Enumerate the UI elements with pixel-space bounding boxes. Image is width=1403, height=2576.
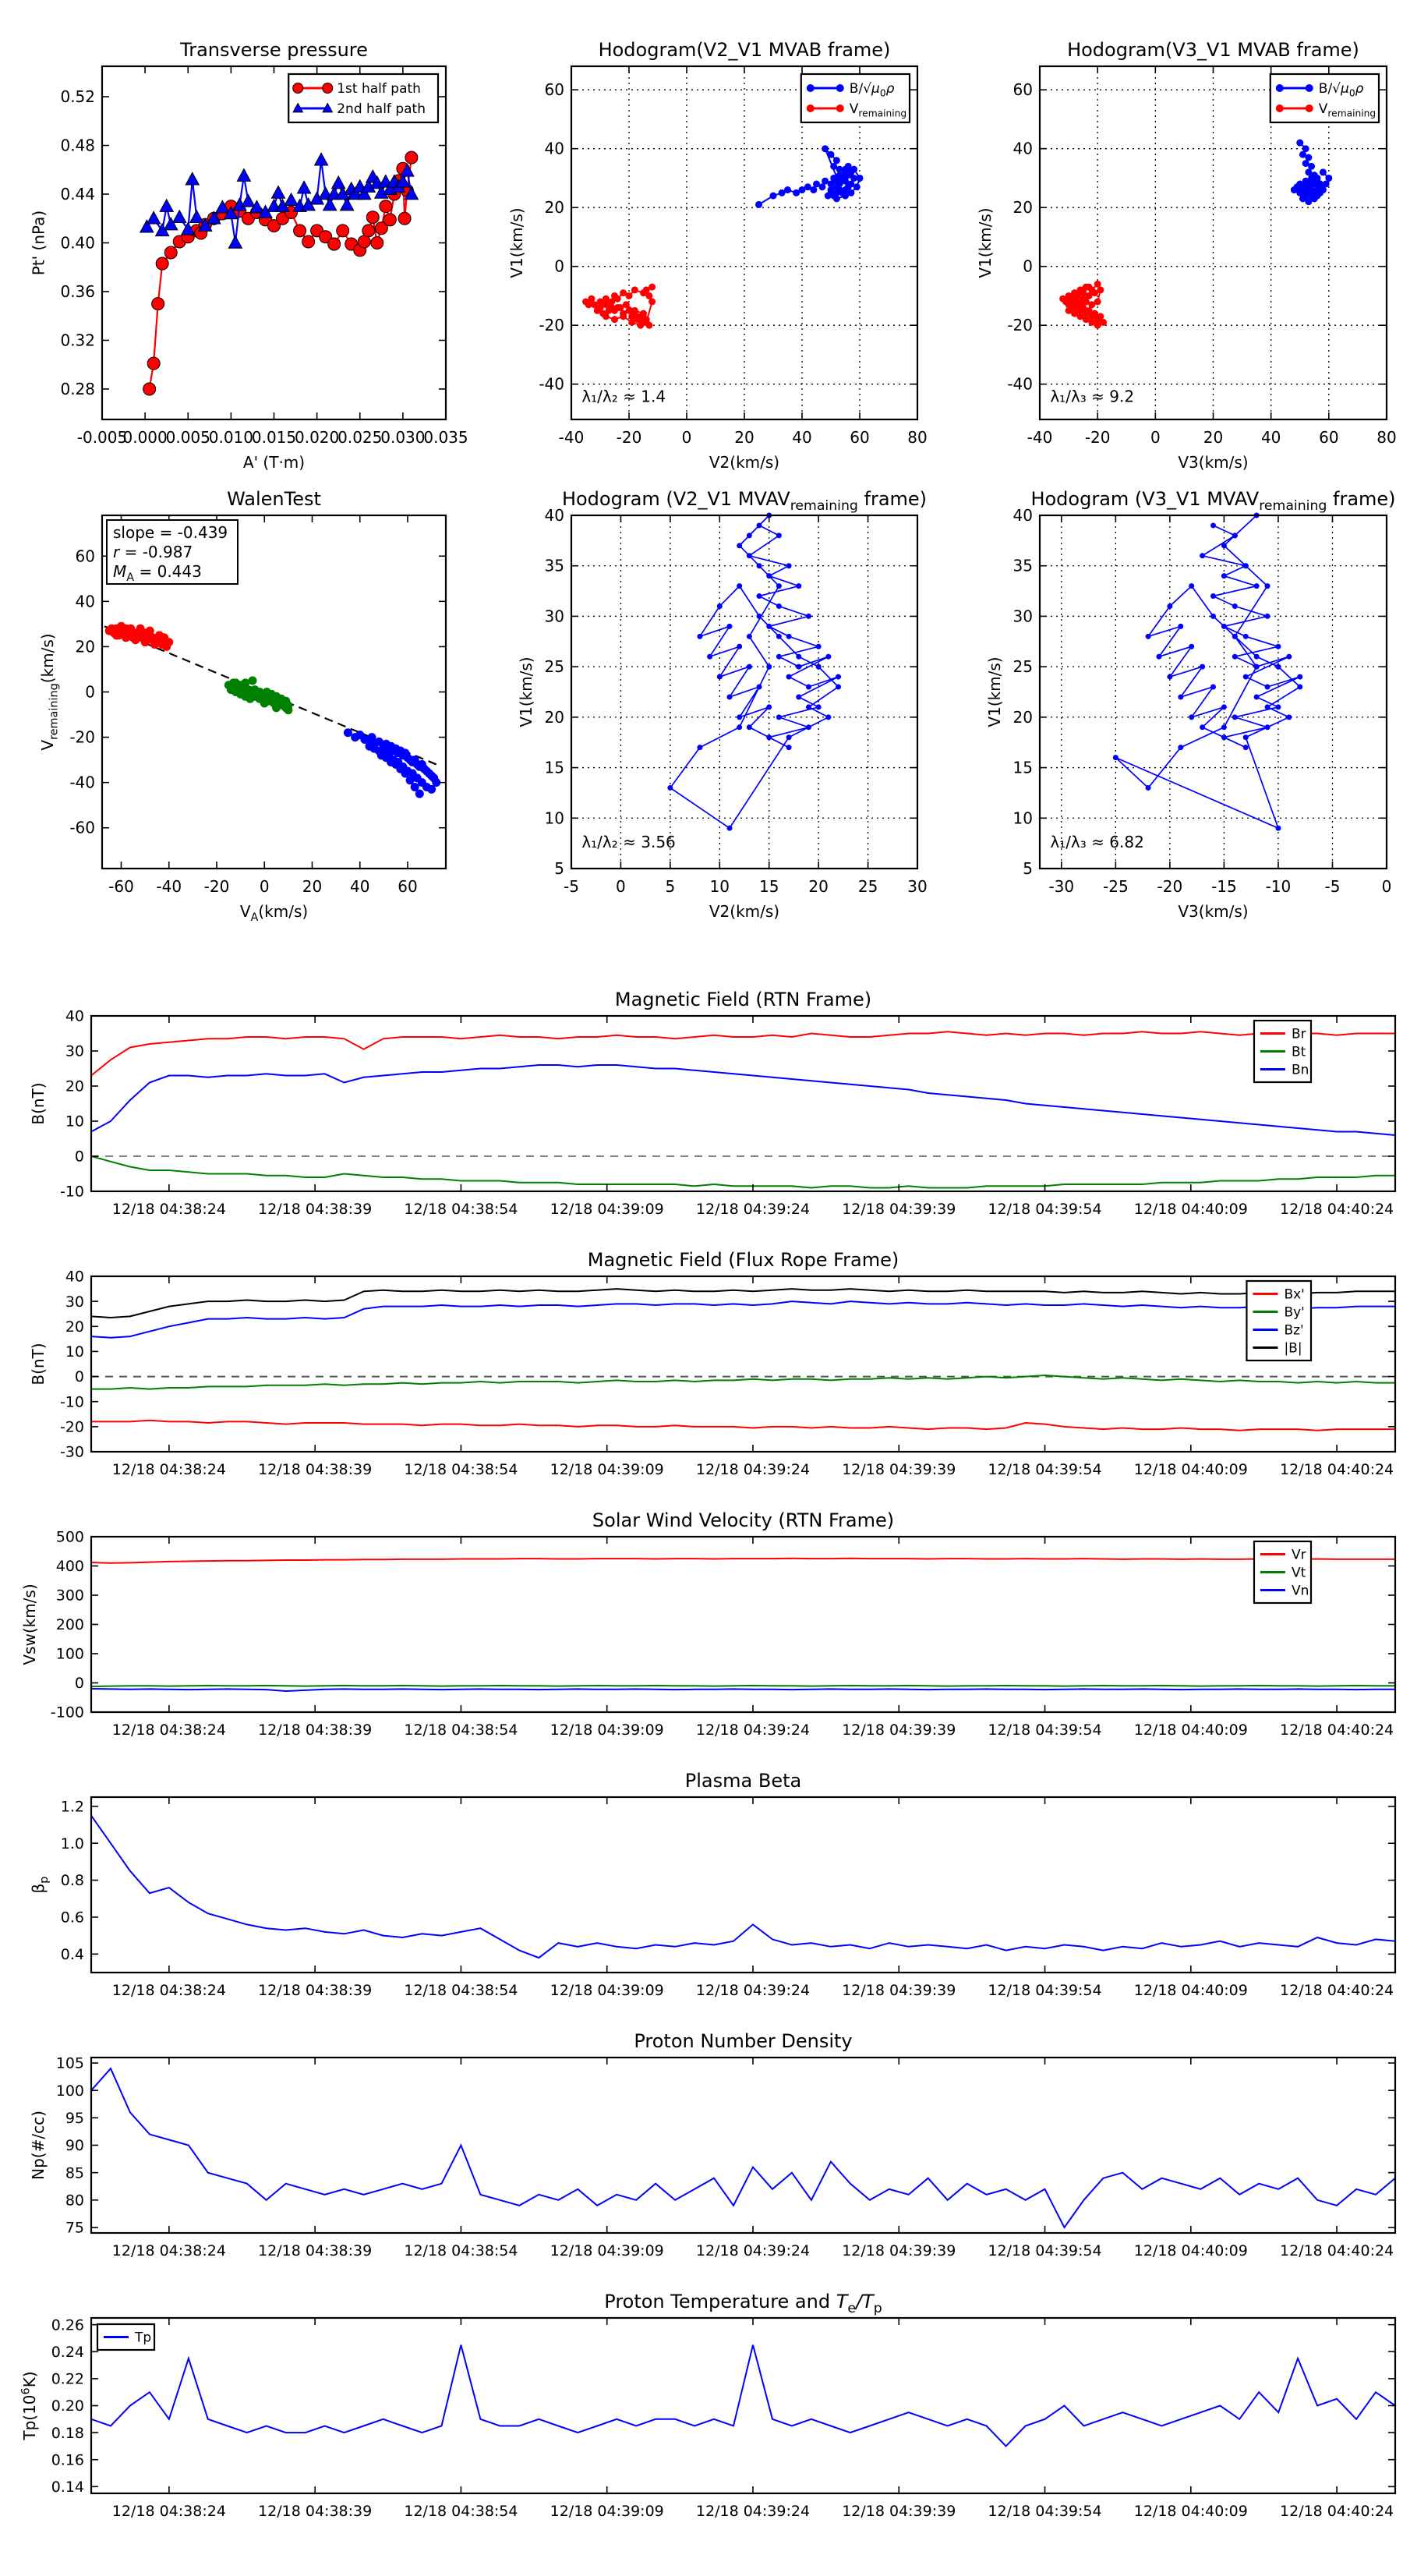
chart-title: Hodogram(V2_V1 MVAB frame) xyxy=(598,39,891,61)
y-axis-label: $\beta_p$ xyxy=(28,1876,51,1894)
stats-box-line: r = -0.987 xyxy=(113,543,193,561)
y-tick-label: -40 xyxy=(1007,374,1033,394)
x-tick-label: 12/18 04:38:39 xyxy=(258,1721,373,1739)
x-tick-label: -5 xyxy=(1324,877,1341,896)
x-axis-label: V3(km/s) xyxy=(1178,902,1249,921)
chart-np xyxy=(29,2030,1395,2259)
legend-label: |B| xyxy=(1284,1340,1302,1357)
y-tick-label: -60 xyxy=(69,818,95,837)
y-tick-label: -20 xyxy=(539,316,564,335)
y-tick-label: 20 xyxy=(75,637,95,656)
x-tick-label: 0.005 xyxy=(165,428,210,447)
y-tick-label: -20 xyxy=(69,727,95,747)
chart-tp xyxy=(19,2291,1395,2520)
x-tick-label: -20 xyxy=(616,428,642,447)
plot-area xyxy=(1040,515,1387,869)
legend-label: Tp xyxy=(135,2330,152,2346)
lambda-ratio-annotation: λ₁/λ₂ ≈ 1.4 xyxy=(581,387,666,406)
y-tick-label: 0.18 xyxy=(51,2424,84,2442)
x-tick-label: -0.005 xyxy=(76,428,128,447)
lambda-ratio-annotation: λ₁/λ₃ ≈ 6.82 xyxy=(1050,832,1144,851)
y-tick-label: -30 xyxy=(59,1443,84,1461)
y-axis-label: V1(km/s) xyxy=(507,207,527,278)
y-tick-label: 30 xyxy=(65,1042,84,1060)
y-axis-label: B(nT) xyxy=(28,1343,48,1385)
x-tick-label: 0.020 xyxy=(294,428,340,447)
stats-box-line: $M_A = 0.443$ xyxy=(113,562,202,585)
x-tick-label: 12/18 04:40:09 xyxy=(1133,2503,1248,2520)
y-tick-label: -20 xyxy=(59,1418,84,1436)
y-tick-label: 0 xyxy=(85,682,95,702)
x-tick-label: 12/18 04:38:54 xyxy=(404,1982,518,1999)
x-tick-label: 12/18 04:39:09 xyxy=(550,2503,664,2520)
y-tick-label: 40 xyxy=(544,506,564,525)
y-tick-label: 1.0 xyxy=(60,1835,84,1852)
x-tick-label: 12/18 04:39:39 xyxy=(842,1982,956,1999)
y-tick-label: 95 xyxy=(65,2109,84,2127)
y-tick-label: 0.4 xyxy=(60,1945,84,1963)
y-axis-label: V1(km/s) xyxy=(516,656,535,727)
x-tick-label: 12/18 04:40:24 xyxy=(1280,1461,1394,1478)
x-tick-label: 12/18 04:38:54 xyxy=(404,1461,518,1478)
y-axis-label: V1(km/s) xyxy=(984,656,1004,727)
x-tick-label: 12/18 04:39:39 xyxy=(842,2242,956,2259)
x-tick-label: 12/18 04:39:39 xyxy=(842,1721,956,1739)
y-tick-label: 200 xyxy=(55,1616,84,1634)
y-tick-label: 0.36 xyxy=(60,281,95,301)
y-tick-label: 5 xyxy=(1023,859,1033,878)
stats-box-line: slope = -0.439 xyxy=(113,523,228,542)
x-tick-label: 12/18 04:39:54 xyxy=(988,1982,1102,1999)
y-tick-label: 0.14 xyxy=(51,2478,84,2496)
x-tick-label: 12/18 04:39:24 xyxy=(695,1461,811,1478)
y-tick-label: 30 xyxy=(1012,607,1033,626)
x-tick-label: 12/18 04:38:54 xyxy=(404,2242,518,2259)
y-tick-label: 90 xyxy=(65,2137,84,2155)
legend-label: $B/√\mu_0\rho$ xyxy=(849,80,895,99)
y-axis-label: Vsw(km/s) xyxy=(19,1583,39,1665)
x-tick-label: -20 xyxy=(1084,428,1111,447)
legend xyxy=(97,2324,154,2350)
y-tick-label: -10 xyxy=(59,1393,84,1411)
x-tick-label: 12/18 04:39:24 xyxy=(695,2503,811,2520)
y-axis-label: B(nT) xyxy=(28,1082,48,1125)
y-tick-label: 0.20 xyxy=(51,2397,84,2415)
x-tick-label: 0 xyxy=(616,877,626,896)
y-tick-label: 10 xyxy=(65,1113,84,1131)
legend xyxy=(288,74,438,122)
y-tick-label: 20 xyxy=(65,1077,84,1095)
x-axis-label: V2(km/s) xyxy=(709,902,780,921)
y-tick-label: -100 xyxy=(50,1704,84,1721)
x-axis-label: $V_A(km/s)$ xyxy=(239,902,309,925)
legend-label: 2nd half path xyxy=(337,101,426,117)
y-tick-label: 0.52 xyxy=(60,87,95,107)
chart-title: Plasma Beta xyxy=(684,1770,802,1792)
x-tick-label: 12/18 04:39:09 xyxy=(550,1721,664,1739)
y-tick-label: 15 xyxy=(1012,758,1033,777)
y-tick-label: 0.24 xyxy=(51,2343,84,2361)
y-tick-label: 40 xyxy=(65,1007,84,1025)
x-tick-label: 0 xyxy=(1150,428,1161,447)
x-tick-label: 12/18 04:38:24 xyxy=(111,1201,226,1218)
lambda-ratio-annotation: λ₁/λ₂ ≈ 3.56 xyxy=(581,832,676,851)
x-tick-label: 80 xyxy=(907,428,928,447)
chart-title: Solar Wind Velocity (RTN Frame) xyxy=(592,1509,895,1531)
y-tick-label: 10 xyxy=(1012,809,1033,828)
x-tick-label: 12/18 04:38:39 xyxy=(258,1982,373,1999)
y-tick-label: 0.32 xyxy=(60,331,95,350)
y-tick-label: 60 xyxy=(544,80,564,100)
y-tick-label: 0.26 xyxy=(51,2316,84,2334)
x-tick-label: 12/18 04:38:39 xyxy=(258,1461,373,1478)
legend-label: Bt xyxy=(1291,1044,1306,1060)
y-tick-label: 35 xyxy=(1012,556,1033,575)
legend-label: $V_{remaining}$ xyxy=(1318,101,1376,119)
y-tick-label: 0.48 xyxy=(60,136,95,155)
legend xyxy=(1246,1281,1311,1361)
x-tick-label: 0 xyxy=(1381,877,1392,896)
legend-label: $B/√\mu_0\rho$ xyxy=(1318,80,1364,99)
x-tick-label: 12/18 04:38:39 xyxy=(258,2242,373,2259)
legend-label: 1st half path xyxy=(337,80,421,97)
x-tick-label: 12/18 04:39:54 xyxy=(988,2242,1102,2259)
x-tick-label: -30 xyxy=(1048,877,1075,896)
x-tick-label: 12/18 04:40:09 xyxy=(1133,1201,1248,1218)
x-tick-label: 12/18 04:38:39 xyxy=(258,1201,373,1218)
y-tick-label: 5 xyxy=(554,859,564,878)
y-tick-label: 25 xyxy=(1012,657,1033,677)
y-tick-label: 0 xyxy=(74,1368,84,1386)
x-tick-label: 0.015 xyxy=(251,428,297,447)
legend-label: Bz' xyxy=(1284,1322,1304,1339)
y-tick-label: 10 xyxy=(544,809,564,828)
x-tick-label: 12/18 04:39:24 xyxy=(695,1721,811,1739)
y-tick-label: 400 xyxy=(55,1558,84,1576)
y-tick-label: 25 xyxy=(544,657,564,677)
chart-title: Proton Temperature and $T_e/T_p$ xyxy=(604,2291,882,2317)
plot-area xyxy=(91,2058,1395,2233)
y-tick-label: 100 xyxy=(55,1645,84,1663)
x-tick-label: 12/18 04:39:09 xyxy=(550,2242,664,2259)
legend-label: Bx' xyxy=(1284,1286,1305,1303)
x-tick-label: 0.010 xyxy=(208,428,254,447)
x-tick-label: -40 xyxy=(1027,428,1053,447)
x-tick-label: 40 xyxy=(1260,428,1281,447)
x-tick-label: 12/18 04:39:24 xyxy=(695,1201,811,1218)
x-tick-label: 12/18 04:38:39 xyxy=(258,2503,373,2520)
y-tick-label: 0 xyxy=(74,1675,84,1693)
chart-title: Magnetic Field (RTN Frame) xyxy=(614,989,872,1010)
y-tick-label: 40 xyxy=(544,139,564,158)
x-tick-label: 12/18 04:38:24 xyxy=(111,1461,226,1478)
y-tick-label: 0 xyxy=(74,1148,84,1166)
legend xyxy=(1254,1541,1311,1603)
y-tick-label: 0.6 xyxy=(60,1909,84,1927)
chart-mag-rtn xyxy=(29,989,1395,1218)
x-tick-label: -5 xyxy=(564,877,579,896)
legend-label: Vr xyxy=(1291,1547,1306,1563)
chart-walen-test xyxy=(38,488,446,924)
y-tick-label: 80 xyxy=(65,2192,84,2210)
x-tick-label: 12/18 04:39:24 xyxy=(695,1982,811,1999)
x-tick-label: -20 xyxy=(1157,877,1183,896)
x-tick-label: 0.035 xyxy=(423,428,468,447)
y-tick-label: 100 xyxy=(55,2082,84,2100)
chart-title: Hodogram(V3_V1 MVAB frame) xyxy=(1067,39,1359,61)
y-tick-label: 20 xyxy=(1012,198,1033,218)
y-tick-label: 500 xyxy=(55,1528,84,1546)
y-tick-label: 0.44 xyxy=(60,185,95,204)
y-tick-label: 35 xyxy=(544,556,564,575)
chart-hodogram-v3v1-mvab xyxy=(976,39,1397,472)
x-tick-label: 30 xyxy=(907,877,928,896)
x-tick-label: 0.030 xyxy=(380,428,426,447)
y-tick-label: 0.28 xyxy=(60,379,95,398)
x-tick-label: 60 xyxy=(1319,428,1339,447)
x-axis-label: V3(km/s) xyxy=(1178,453,1249,472)
y-tick-label: 40 xyxy=(1012,139,1033,158)
y-tick-label: 20 xyxy=(65,1318,84,1336)
chart-mag-fr xyxy=(29,1249,1395,1478)
x-tick-label: 20 xyxy=(302,877,323,896)
y-tick-label: 20 xyxy=(1012,707,1033,727)
legend-label: Vt xyxy=(1291,1565,1306,1581)
x-tick-label: 12/18 04:38:24 xyxy=(111,2503,226,2520)
y-tick-label: 105 xyxy=(55,2054,84,2072)
y-axis-label: V1(km/s) xyxy=(976,207,995,278)
x-tick-label: 60 xyxy=(398,877,418,896)
x-tick-label: 20 xyxy=(808,877,829,896)
chart-beta xyxy=(29,1770,1395,1999)
y-tick-label: -40 xyxy=(69,773,95,792)
x-tick-label: 12/18 04:39:09 xyxy=(550,1201,664,1218)
legend-label: Vn xyxy=(1291,1583,1309,1599)
x-tick-label: 0.025 xyxy=(337,428,383,447)
x-tick-label: 12/18 04:40:09 xyxy=(1133,1982,1248,1999)
x-tick-label: 12/18 04:40:09 xyxy=(1133,1461,1248,1478)
x-tick-label: 12/18 04:38:54 xyxy=(404,1201,518,1218)
y-tick-label: 40 xyxy=(65,1268,84,1286)
legend xyxy=(1254,1021,1311,1082)
x-tick-label: 15 xyxy=(758,877,779,896)
chart-title: WalenTest xyxy=(227,488,321,510)
x-tick-label: -20 xyxy=(203,877,230,896)
x-tick-label: 5 xyxy=(665,877,676,896)
x-tick-label: 12/18 04:38:54 xyxy=(404,1721,518,1739)
y-tick-label: -40 xyxy=(539,374,564,394)
y-tick-label: 60 xyxy=(75,547,95,566)
x-tick-label: 12/18 04:39:09 xyxy=(550,1982,664,1999)
y-tick-label: 40 xyxy=(75,592,95,611)
y-tick-label: 0.22 xyxy=(51,2370,84,2388)
x-tick-label: 12/18 04:40:09 xyxy=(1133,1721,1248,1739)
x-tick-label: 0.000 xyxy=(122,428,168,447)
y-axis-label: Pt' (nPa) xyxy=(29,210,48,276)
y-axis-label: $V_{remaining}(km/s)$ xyxy=(38,633,61,751)
x-tick-label: 12/18 04:40:24 xyxy=(1280,2503,1394,2520)
x-tick-label: 12/18 04:39:54 xyxy=(988,1721,1102,1739)
chart-hodogram-v3v1-mvav xyxy=(985,488,1396,921)
x-tick-label: 12/18 04:39:54 xyxy=(988,1201,1102,1218)
x-tick-label: 12/18 04:39:39 xyxy=(842,2503,956,2520)
y-tick-label: 0.8 xyxy=(60,1872,84,1890)
x-tick-label: -10 xyxy=(1265,877,1292,896)
x-tick-label: 80 xyxy=(1376,428,1397,447)
y-tick-label: 0.40 xyxy=(60,233,95,253)
x-tick-label: 12/18 04:38:54 xyxy=(404,2503,518,2520)
chart-hodogram-v2v1-mvav xyxy=(517,488,928,921)
y-tick-label: 75 xyxy=(65,2219,84,2237)
chart-title: Magnetic Field (Flux Rope Frame) xyxy=(587,1249,899,1271)
y-tick-label: 85 xyxy=(65,2164,84,2182)
x-tick-label: 12/18 04:39:39 xyxy=(842,1201,956,1218)
x-tick-label: -40 xyxy=(156,877,182,896)
x-tick-label: 12/18 04:39:39 xyxy=(842,1461,956,1478)
chart-transverse-pressure xyxy=(30,39,468,472)
x-axis-label: V2(km/s) xyxy=(709,453,780,472)
x-tick-label: -40 xyxy=(558,428,585,447)
y-axis-label: Np(#/cc) xyxy=(28,2111,48,2180)
x-tick-label: 20 xyxy=(1203,428,1224,447)
y-tick-label: 0 xyxy=(554,257,564,276)
y-tick-label: 20 xyxy=(544,198,564,218)
x-tick-label: -25 xyxy=(1103,877,1129,896)
x-tick-label: 60 xyxy=(850,428,870,447)
chart-title: Transverse pressure xyxy=(180,39,368,61)
x-tick-label: 12/18 04:38:24 xyxy=(111,1982,226,1999)
plot-area xyxy=(91,1016,1395,1191)
x-tick-label: 12/18 04:40:24 xyxy=(1280,1982,1394,1999)
x-tick-label: 12/18 04:38:24 xyxy=(111,2242,226,2259)
x-tick-label: -15 xyxy=(1211,877,1237,896)
x-tick-label: 12/18 04:39:24 xyxy=(695,2242,811,2259)
y-tick-label: 300 xyxy=(55,1587,84,1605)
x-tick-label: 12/18 04:39:09 xyxy=(550,1461,664,1478)
plot-area xyxy=(91,1797,1395,1973)
legend-label: $V_{remaining}$ xyxy=(849,101,907,119)
chart-title: Hodogram (V2_V1 $MVAV_{remaining}$ frame) xyxy=(561,488,928,515)
y-tick-label: 30 xyxy=(65,1293,84,1311)
x-axis-label: A' (T·m) xyxy=(242,453,306,472)
x-tick-label: 10 xyxy=(709,877,730,896)
x-tick-label: 20 xyxy=(734,428,755,447)
y-tick-label: 15 xyxy=(544,758,564,777)
lambda-ratio-annotation: λ₁/λ₃ ≈ 9.2 xyxy=(1050,387,1135,406)
y-tick-label: 40 xyxy=(1012,506,1033,525)
y-axis-label: $Tp(10^6K)$ xyxy=(19,2371,39,2440)
x-tick-label: 0 xyxy=(259,877,270,896)
legend-label: By' xyxy=(1284,1304,1305,1321)
y-tick-label: -20 xyxy=(1007,316,1033,335)
x-tick-label: 12/18 04:39:54 xyxy=(988,2503,1102,2520)
legend-label: Br xyxy=(1291,1026,1306,1042)
x-tick-label: 40 xyxy=(792,428,812,447)
y-tick-label: 0.16 xyxy=(51,2451,84,2469)
legend xyxy=(1270,74,1379,122)
plot-area xyxy=(91,1276,1395,1452)
chart-vsw xyxy=(20,1509,1395,1739)
y-tick-label: 10 xyxy=(65,1343,84,1361)
chart-title: Hodogram (V3_V1 $MVAV_{remaining}$ frame) xyxy=(1030,488,1396,515)
y-tick-label: 1.2 xyxy=(60,1798,84,1816)
x-tick-label: -60 xyxy=(108,877,134,896)
x-tick-label: 40 xyxy=(350,877,370,896)
plot-area xyxy=(91,2318,1395,2493)
chart-title: Proton Number Density xyxy=(634,2030,853,2052)
x-tick-label: 12/18 04:39:54 xyxy=(988,1461,1102,1478)
x-tick-label: 12/18 04:40:24 xyxy=(1280,1721,1394,1739)
y-tick-label: 0 xyxy=(1023,257,1033,276)
legend xyxy=(801,74,910,122)
x-tick-label: 12/18 04:40:24 xyxy=(1280,1201,1394,1218)
x-tick-label: 12/18 04:40:09 xyxy=(1133,2242,1248,2259)
y-tick-label: 20 xyxy=(544,707,564,727)
chart-hodogram-v2v1-mvab xyxy=(507,39,928,472)
x-tick-label: 25 xyxy=(857,877,878,896)
y-tick-label: 30 xyxy=(544,607,564,626)
legend-label: Bn xyxy=(1291,1062,1309,1078)
y-tick-label: -10 xyxy=(59,1183,84,1201)
x-tick-label: 12/18 04:40:24 xyxy=(1280,2242,1394,2259)
x-tick-label: 12/18 04:38:24 xyxy=(111,1721,226,1739)
y-tick-label: 60 xyxy=(1012,80,1033,100)
x-tick-label: 0 xyxy=(681,428,692,447)
